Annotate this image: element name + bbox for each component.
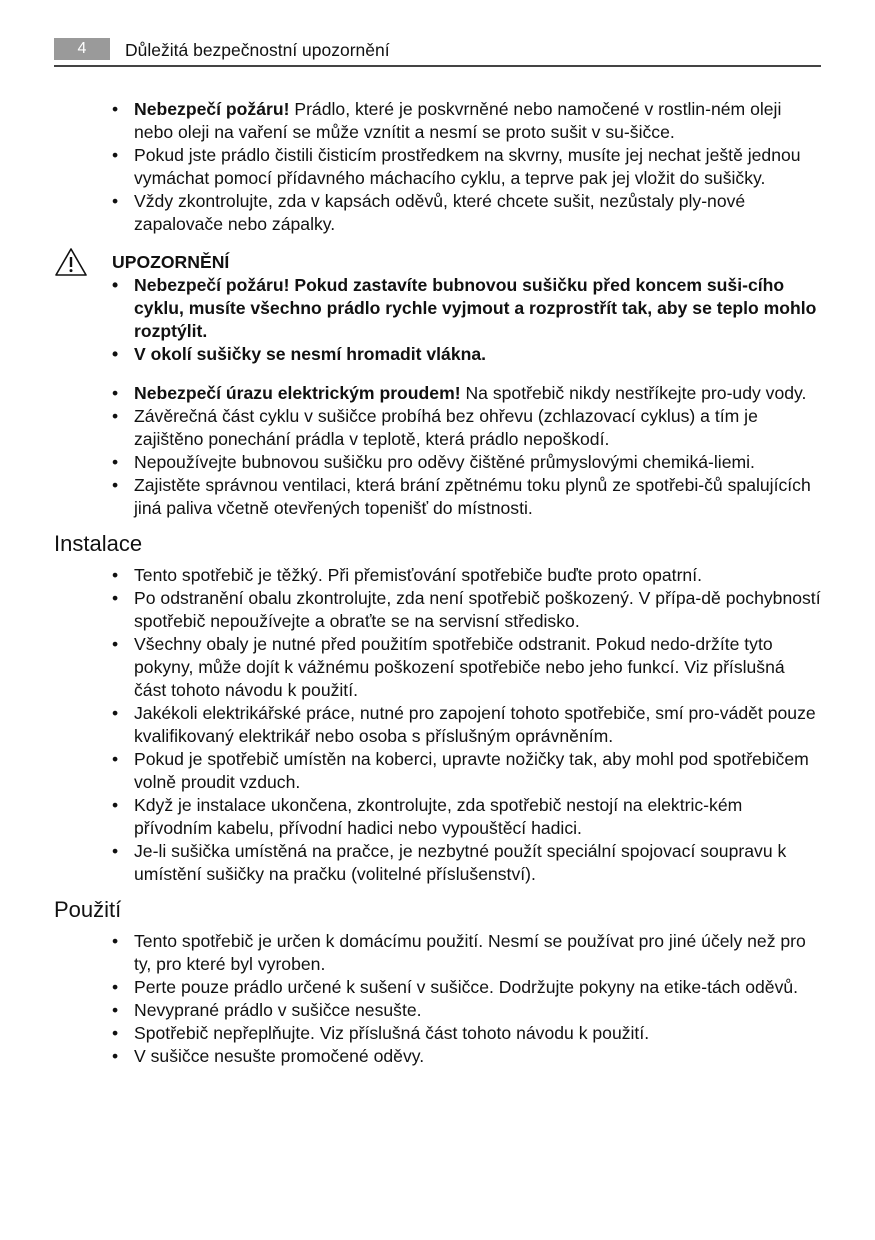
item-bold-label: Nebezpečí úrazu elektrickým proudem! [134, 383, 461, 403]
list-item: • Po odstranění obalu zkontrolujte, zda není spotřebič poškozený. V přípa-dě pochybností spotřebič nepoužívejte a obraťte se na servisní středisko. [54, 587, 821, 633]
list-item [54, 405, 821, 451]
item-text: Zajistěte správnou ventilaci, která brání zpětnému toku plynů ze spotřebi-čů spalujících jiná paliva včetně otevřených topenišť do místnosti. [134, 475, 811, 518]
section-heading-pouziti: Použití [54, 897, 122, 922]
item-text: Prádlo, které je poskvrněné nebo namočené v rostlin-ném oleji nebo oleji na vaření se může vznítit a nesmí se proto sušit v su-šičce. [134, 99, 782, 142]
warning-list [54, 274, 821, 366]
content [54, 98, 821, 1068]
item-text: Vždy zkontrolujte, zda v kapsách oděvů, které chcete sušit, nezůstaly ply-nové zapalovače nebo zápalky. [134, 191, 746, 234]
list-item: • Nevyprané prádlo v sušičce nesušte. [54, 999, 821, 1022]
list-item [54, 382, 821, 405]
list-item: • Jakékoli elektrikářské práce, nutné pro zapojení tohoto spotřebiče, smí pro-vádět pouze kvalifikovaný elektrikář nebo osoba s příslušným oprávněním. [54, 702, 821, 748]
item-text: Na spotřebič nikdy nestříkejte pro-udy vody. [460, 383, 807, 403]
instalace-list [54, 564, 821, 886]
list-item [54, 451, 821, 474]
page-header [54, 38, 821, 67]
list-item: • Tento spotřebič je určen k domácímu použití. Nesmí se používat pro jiné účely než pro ty, pro které byl vyroben. [54, 930, 821, 976]
list-item: • Když je instalace ukončena, zkontrolujte, zda spotřebič nestojí na elektric-kém přívodním kabelu, přívodní hadici nebo vypouštěcí hadici. [54, 794, 821, 840]
item-text: Závěrečná část cyklu v sušičce probíhá bez ohřevu (zchlazovací cyklus) a tím je zajištěno ponechání prádla v teplotě, která prádlo nepoškodí. [134, 406, 758, 449]
list-item: • Pokud je spotřebič umístěn na koberci, upravte nožičky tak, aby mohl pod spotřebičem volně proudit vzduch. [54, 748, 821, 794]
intro-list [54, 98, 821, 236]
list-item: • Perte pouze prádlo určené k sušení v sušičce. Dodržujte pokyny na etike-tách oděvů. [54, 976, 821, 999]
page-number: 4 [54, 38, 110, 60]
warning-triangle-icon [54, 247, 88, 277]
safety-list [54, 382, 821, 520]
list-item: • V okolí sušičky se nesmí hromadit vlákna. [54, 343, 821, 366]
list-item: • Je-li sušička umístěná na pračce, je nezbytné použít speciální spojovací soupravu k umístění sušičky na pračku (volitelné příslušenství). [54, 840, 821, 886]
list-item: • Spotřebič nepřeplňujte. Viz příslušná část tohoto návodu k použití. [54, 1022, 821, 1045]
list-item [54, 190, 821, 236]
header-title: Důležitá bezpečnostní upozornění [125, 40, 390, 60]
list-item [54, 474, 821, 520]
list-item: • Tento spotřebič je těžký. Při přemisťování spotřebiče buďte proto opatrní. [54, 564, 821, 587]
item-text: Nepoužívejte bubnovou sušičku pro oděvy čištěné průmyslovými chemiká-liemi. [134, 452, 755, 472]
warning-block [54, 251, 821, 366]
pouziti-list [54, 930, 821, 1068]
item-bold-label: Nebezpečí požáru! [134, 99, 290, 119]
list-item: • Nebezpečí požáru! Pokud zastavíte bubnovou sušičku před koncem suši-cího cyklu, musíte všechno prádlo rychle vyjmout a rozprostřít tak, aby se teplo mohlo rozptýlit. [54, 274, 821, 343]
section-heading-instalace: Instalace [54, 531, 143, 556]
list-item: • Všechny obaly je nutné před použitím spotřebiče odstranit. Pokud nedo-držíte tyto pokyny, může dojít k vážnému poškození spotřebiče nebo jeho funkcí. Viz příslušná část tohoto návodu k použití. [54, 633, 821, 702]
list-item [54, 144, 821, 190]
list-item: • V sušičce nesušte promočené oděvy. [54, 1045, 821, 1068]
warning-title: UPOZORNĚNÍ [112, 252, 230, 272]
item-text: Pokud jste prádlo čistili čisticím prostředkem na skvrny, musíte jej nechat ještě jednou vymáchat pomocí přídavného máchacího cyklu, a teprve pak jej vložit do sušičky. [134, 145, 801, 188]
list-item [54, 98, 821, 144]
